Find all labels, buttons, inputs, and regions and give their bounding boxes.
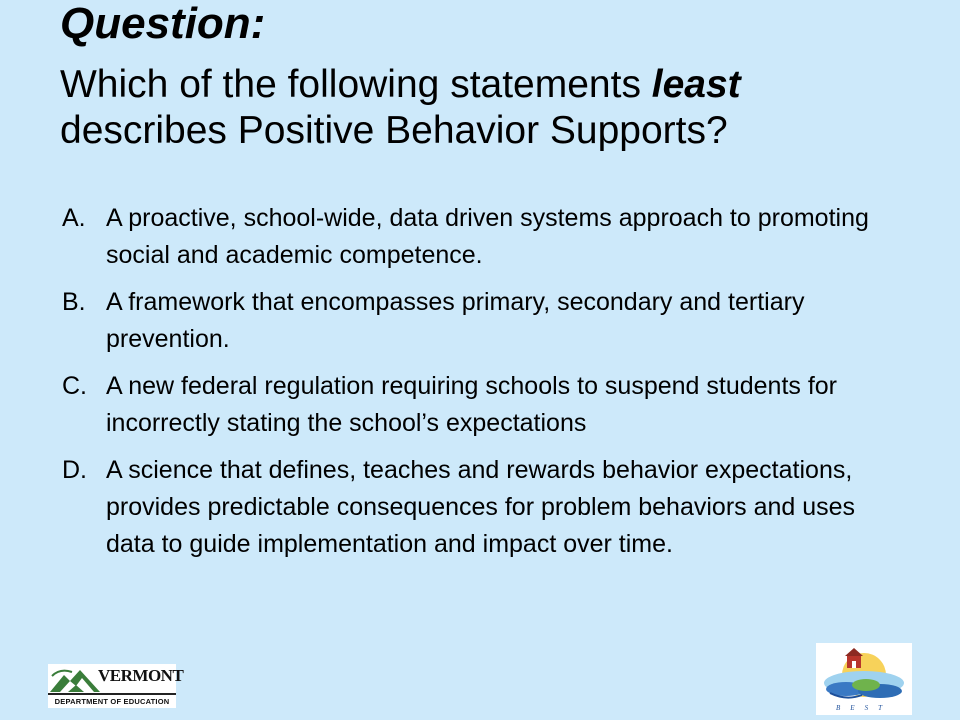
answer-options [62, 200, 902, 573]
option-text: A new federal regulation requiring schools to suspend students for incorrectly stating the school’s expectations [106, 372, 838, 437]
vermont-department: DEPARTMENT OF EDUCATION [48, 693, 176, 708]
question-text-part1: Which of the following statements [60, 63, 652, 106]
question-text-part2: describes Positive Behavior Supports? [60, 109, 728, 152]
question-heading: Question: [60, 0, 266, 48]
option-a [62, 200, 902, 274]
option-letter: A. [62, 204, 86, 232]
option-letter: C. [62, 372, 87, 400]
vermont-logo [48, 664, 184, 708]
option-d [62, 452, 902, 563]
vermont-mountain-icon [50, 666, 100, 694]
question-emphasis: least [651, 63, 741, 106]
best-logo [816, 643, 912, 715]
option-letter: D. [62, 456, 87, 484]
option-c [62, 368, 902, 442]
option-text: A framework that encompasses primary, secondary and tertiary prevention. [106, 288, 805, 353]
option-b [62, 284, 902, 358]
option-text: A proactive, school-wide, data driven systems approach to promoting social and academic competence. [106, 204, 869, 269]
vermont-name: VERMONT [98, 666, 184, 685]
option-letter: B. [62, 288, 86, 316]
question-text [60, 62, 920, 154]
best-letters: BEST [836, 704, 892, 712]
option-text: A science that defines, teaches and rewards behavior expectations, provides predictable consequences for problem behaviors and uses data to guide implementation and impact over time. [106, 456, 856, 558]
title-block [60, 0, 920, 154]
